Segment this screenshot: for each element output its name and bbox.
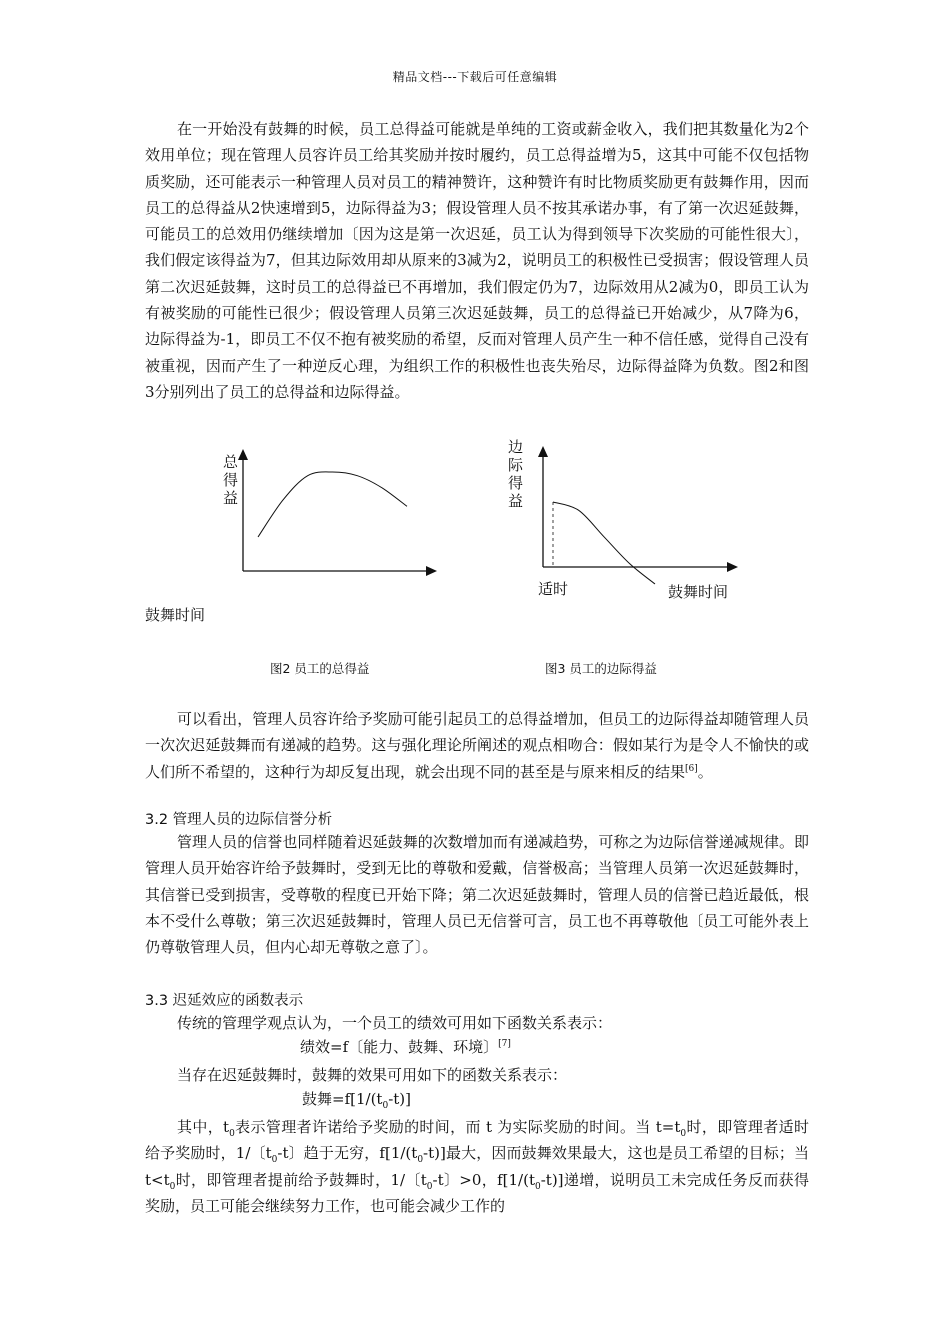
text-segment: 时，即管理者适时给予奖励时，1/〔t	[145, 1118, 809, 1163]
figure-3-marginal-benefit-chart	[500, 432, 750, 612]
figure-2-total-benefit-chart	[215, 445, 450, 585]
text-segment: 表示管理者许诺给予奖励的时间，而 t 为实际奖励的时间。当 t=t	[234, 1118, 681, 1136]
fig3-timely-marker-label: 适时	[538, 580, 569, 598]
paragraph-performance-function: 传统的管理学观点认为，一个员工的绩效可用如下函数关系表示：	[177, 1014, 613, 1032]
subscript: 0	[426, 1181, 433, 1192]
subscript: 0	[169, 1181, 176, 1192]
fig2-y-label-char: 得	[223, 471, 239, 489]
fig3-y-label-char: 得	[508, 474, 524, 492]
fig2-x-axis	[243, 566, 437, 576]
figure-2-caption: 图2 员工的总得益	[270, 661, 370, 676]
subscript: 0	[229, 1129, 235, 1139]
fig2-x-axis-label: 鼓舞时间	[145, 606, 206, 624]
section-heading-3-3: 3.3 迟延效应的函数表示	[145, 993, 304, 1009]
formula-performance	[300, 1036, 511, 1057]
fig3-y-label-char: 际	[508, 456, 524, 474]
paragraph-total-benefit: 在一开始没有鼓舞的时候，员工总得益可能就是单纯的工资或薪金收入，我们把其数量化为2个效用单位；现在管理人员容许员工给其奖励并按时履约，员工总得益增为5，这其中可能不仅包括物质奖励，还可能表示一种管理人员对员工的精神赞许，这种赞许有时比物质奖励更有鼓舞作用，因而员工的总得益从2快速增到5，边际得益为3；假设管理人员不按其承诺办事，有了第一次迟延鼓舞，可能员工的总效用仍继续增加〔因为这是第一次迟延，员工认为得到领导下次奖励的可能性很大〕，我们假定该得益为7，但其边际效用却从原来的3减为2，说明员工的积极性已受损害；假设管理人员第二次迟延鼓舞，这时员工的总得益已不再增加，我们假定仍为7，边际效用从2减为0，即员工认为有被奖励的可能性已很少；假设管理人员第三次迟延鼓舞，员工的总得益已开始减少，从7降为6，边际得益为-1，即员工不仅不抱有被奖励的希望，反而对管理人员产生一种不信任感，觉得自己没有被重视，因而产生了一种逆反心理，为组织工作的积极性也丧失殆尽，边际得益降为负数。图2和图3分别列出了员工的总得益和边际得益。	[145, 120, 809, 401]
paragraph-marginal-credibility: 管理人员的信誉也同样随着迟延鼓舞的次数增加而有递减趋势，可称之为边际信誉递减规律。即管理人员开始容许给予鼓舞时，受到无比的尊敬和爱戴，信誉极高；当管理人员第一次迟延鼓舞时，其信誉已受到损害，受尊敬的程度已开始下降；第二次迟延鼓舞时，管理人员的信誉已趋近最低，根本不受什么尊敬；第三次迟延鼓舞时，管理人员已无信誉可言，员工也不再尊敬他〔员工可能外表上仍尊敬管理人员，但内心却无尊敬之意了〕。	[145, 833, 809, 957]
paragraph-explanation	[145, 1114, 809, 1219]
fig3-x-axis-label: 鼓舞时间	[668, 583, 729, 601]
formula-incentive	[302, 1088, 411, 1109]
paragraph-reinforcement-text: 可以看出，管理人员容许给予奖励可能引起员工的总得益增加，但员工的边际得益却随管理人员一次次迟延鼓舞而有递减的趋势。这与强化理论所阐述的观点相吻合：假如某行为是令人不愉快的或人们所不希望的，这种行为却反复出现，就会出现不同的甚至是与原来相反的结果	[145, 710, 809, 781]
paragraph-delay-function: 当存在迟延鼓舞时，鼓舞的效果可用如下的函数关系表示：	[177, 1066, 568, 1084]
paragraph-reinforcement	[145, 706, 809, 785]
subscript: 0	[417, 1155, 424, 1166]
subscript: 0	[535, 1181, 541, 1192]
citation-6: [6]	[685, 763, 698, 774]
fig3-marginal-benefit-curve	[553, 502, 655, 584]
text-segment: -t〕趋于无穷，f[1/(t	[277, 1144, 418, 1163]
fig3-y-axis	[538, 446, 548, 567]
formula-incentive-part: -t)]	[388, 1090, 411, 1108]
section-heading-3-2: 3.2 管理人员的边际信誉分析	[145, 812, 333, 828]
fig2-total-benefit-curve	[258, 472, 407, 537]
figure-3-caption: 图3 员工的边际得益	[545, 661, 657, 676]
formula-incentive-part: 鼓舞=f[1/(t	[302, 1090, 383, 1108]
formula-performance-text: 绩效=f〔能力、鼓舞、环境〕	[300, 1038, 499, 1056]
subscript: 0	[680, 1129, 687, 1139]
formula-subscript: 0	[382, 1101, 389, 1111]
text-segment: -t)]最大，因而鼓舞效果最大，这也是员工希望的目标；当 t<t	[145, 1144, 809, 1189]
paragraph-reinforcement-end: 。	[697, 762, 713, 781]
page-header: 精品文档---下载后可任意编辑	[392, 70, 558, 84]
fig3-y-label-char: 益	[508, 492, 524, 510]
fig3-x-axis	[543, 562, 738, 572]
fig3-y-label-char: 边	[508, 438, 524, 456]
text-segment: 其中，t	[177, 1118, 230, 1136]
text-segment: 时，即管理者提前给予鼓舞时，1/〔t	[175, 1170, 427, 1189]
text-segment: -t)]递增，说明员工未完成任务反而获得奖励，员工可能会继续努力工作，也可能会减少工作的	[145, 1170, 809, 1215]
fig2-y-axis	[238, 449, 248, 571]
citation-7: [7]	[498, 1039, 511, 1049]
subscript: 0	[271, 1155, 278, 1166]
fig2-y-label-char: 总	[223, 453, 239, 471]
text-segment: -t〕>0，f[1/(t	[432, 1170, 535, 1189]
fig2-y-label-char: 益	[223, 489, 239, 507]
